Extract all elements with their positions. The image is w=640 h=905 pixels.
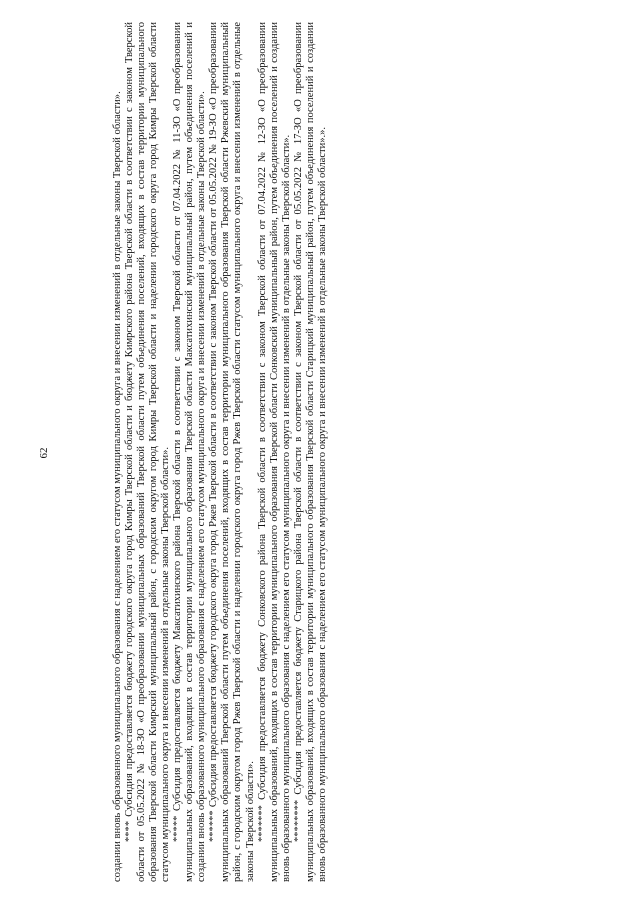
page-number: 62 [38,447,50,459]
footnote-marker: **** [124,820,136,842]
footnote-paragraph [124,22,172,882]
footnote-text: Субсидия предоставляется бюджету Старицкого района Тверской области в соответствии с законом Тверской области от 05.05.2022 № 17-ЗО «О преобразовании муниципальных образований, входящих в состав территории муниципального образования Тверской области Старицкий муниципальный район, путем объединения поселений и создании вновь образованного муниципального образования с наделением его статусом муниципального округа и внесении изменений в отдельные законы Тверской области».». [292,22,328,882]
footnote-marker: ******* [256,805,268,842]
footnote-text: Субсидия предоставляется бюджету городского округа город Кимры Тверской области и бюджету Кимрского района Тверской области в соответствии с законом Тверской области от 05.05.2022 № 18-ЗО «О преобразовании муниципальных образований Тверской области путем объединения поселений, входящих в состав территории муниципального образования Тверской области Кимрский муниципальный район, с городским округом город Кимры Тверской области и наделении городского округа город Кимры Тверской области статусом муниципального округа и внесении изменений в отдельные законы Тверской области». [124,22,172,882]
footnote-marker: ***** [172,815,184,842]
footnote-paragraph [172,22,208,882]
footnote-paragraph [257,22,293,882]
footnote-text: Субсидия предоставляется бюджету городского округа город Ржев Тверской области в соответствии с законом Тверской области от 05.05.2022 № 19-ЗО «О преобразовании муниципальных образований Тверской области путем объединения поселений, входящих в состав территории муниципального образования Тверской области Ржевский муниципальный район, с городским округом город Ржев Тверской области и наделении городского округа город Ржев Тверской области статусом муниципального округа и внесении изменений в отдельные законы Тверской области». [208,22,256,882]
footnote-marker: ******** [292,799,304,842]
footnote-text: создании вновь образованного муниципального образования с наделением его статусом муниципального округа и внесении изменений в отдельные законы Тверской области». [112,91,123,882]
footnotes-text-block [112,22,612,882]
footnote-paragraph [208,22,256,882]
footnote-text: Субсидия предоставляется бюджету Сонковского района Тверской области в соответствии с законом Тверской области от 07.04.2022 № 12-ЗО «О преобразовании муниципальных образований, входящих в состав территории муниципального образования Тверской области Сонковский муниципальный район, путем объединения поселений и создании вновь образованного муниципального образования с наделением его статусом муниципального округа и внесении изменений в отдельные законы Тверской области». [256,21,292,882]
footnote-paragraph-continuation [112,22,124,882]
footnote-paragraph [293,22,329,882]
footnote-text: Субсидия предоставляется бюджету Максатихинского района Тверской области в соответствии с законом Тверской области от 07.04.2022 № 11-ЗО «О преобразовании муниципальных образований, входящих в состав территории муниципального образования Тверской области Максатихинский муниципальный район, путем объединения поселений и создании вновь образованного муниципального образования с наделением его статусом муниципального округа и внесении изменений в отдельные законы Тверской области». [172,22,208,882]
footnote-marker: ****** [208,810,220,842]
